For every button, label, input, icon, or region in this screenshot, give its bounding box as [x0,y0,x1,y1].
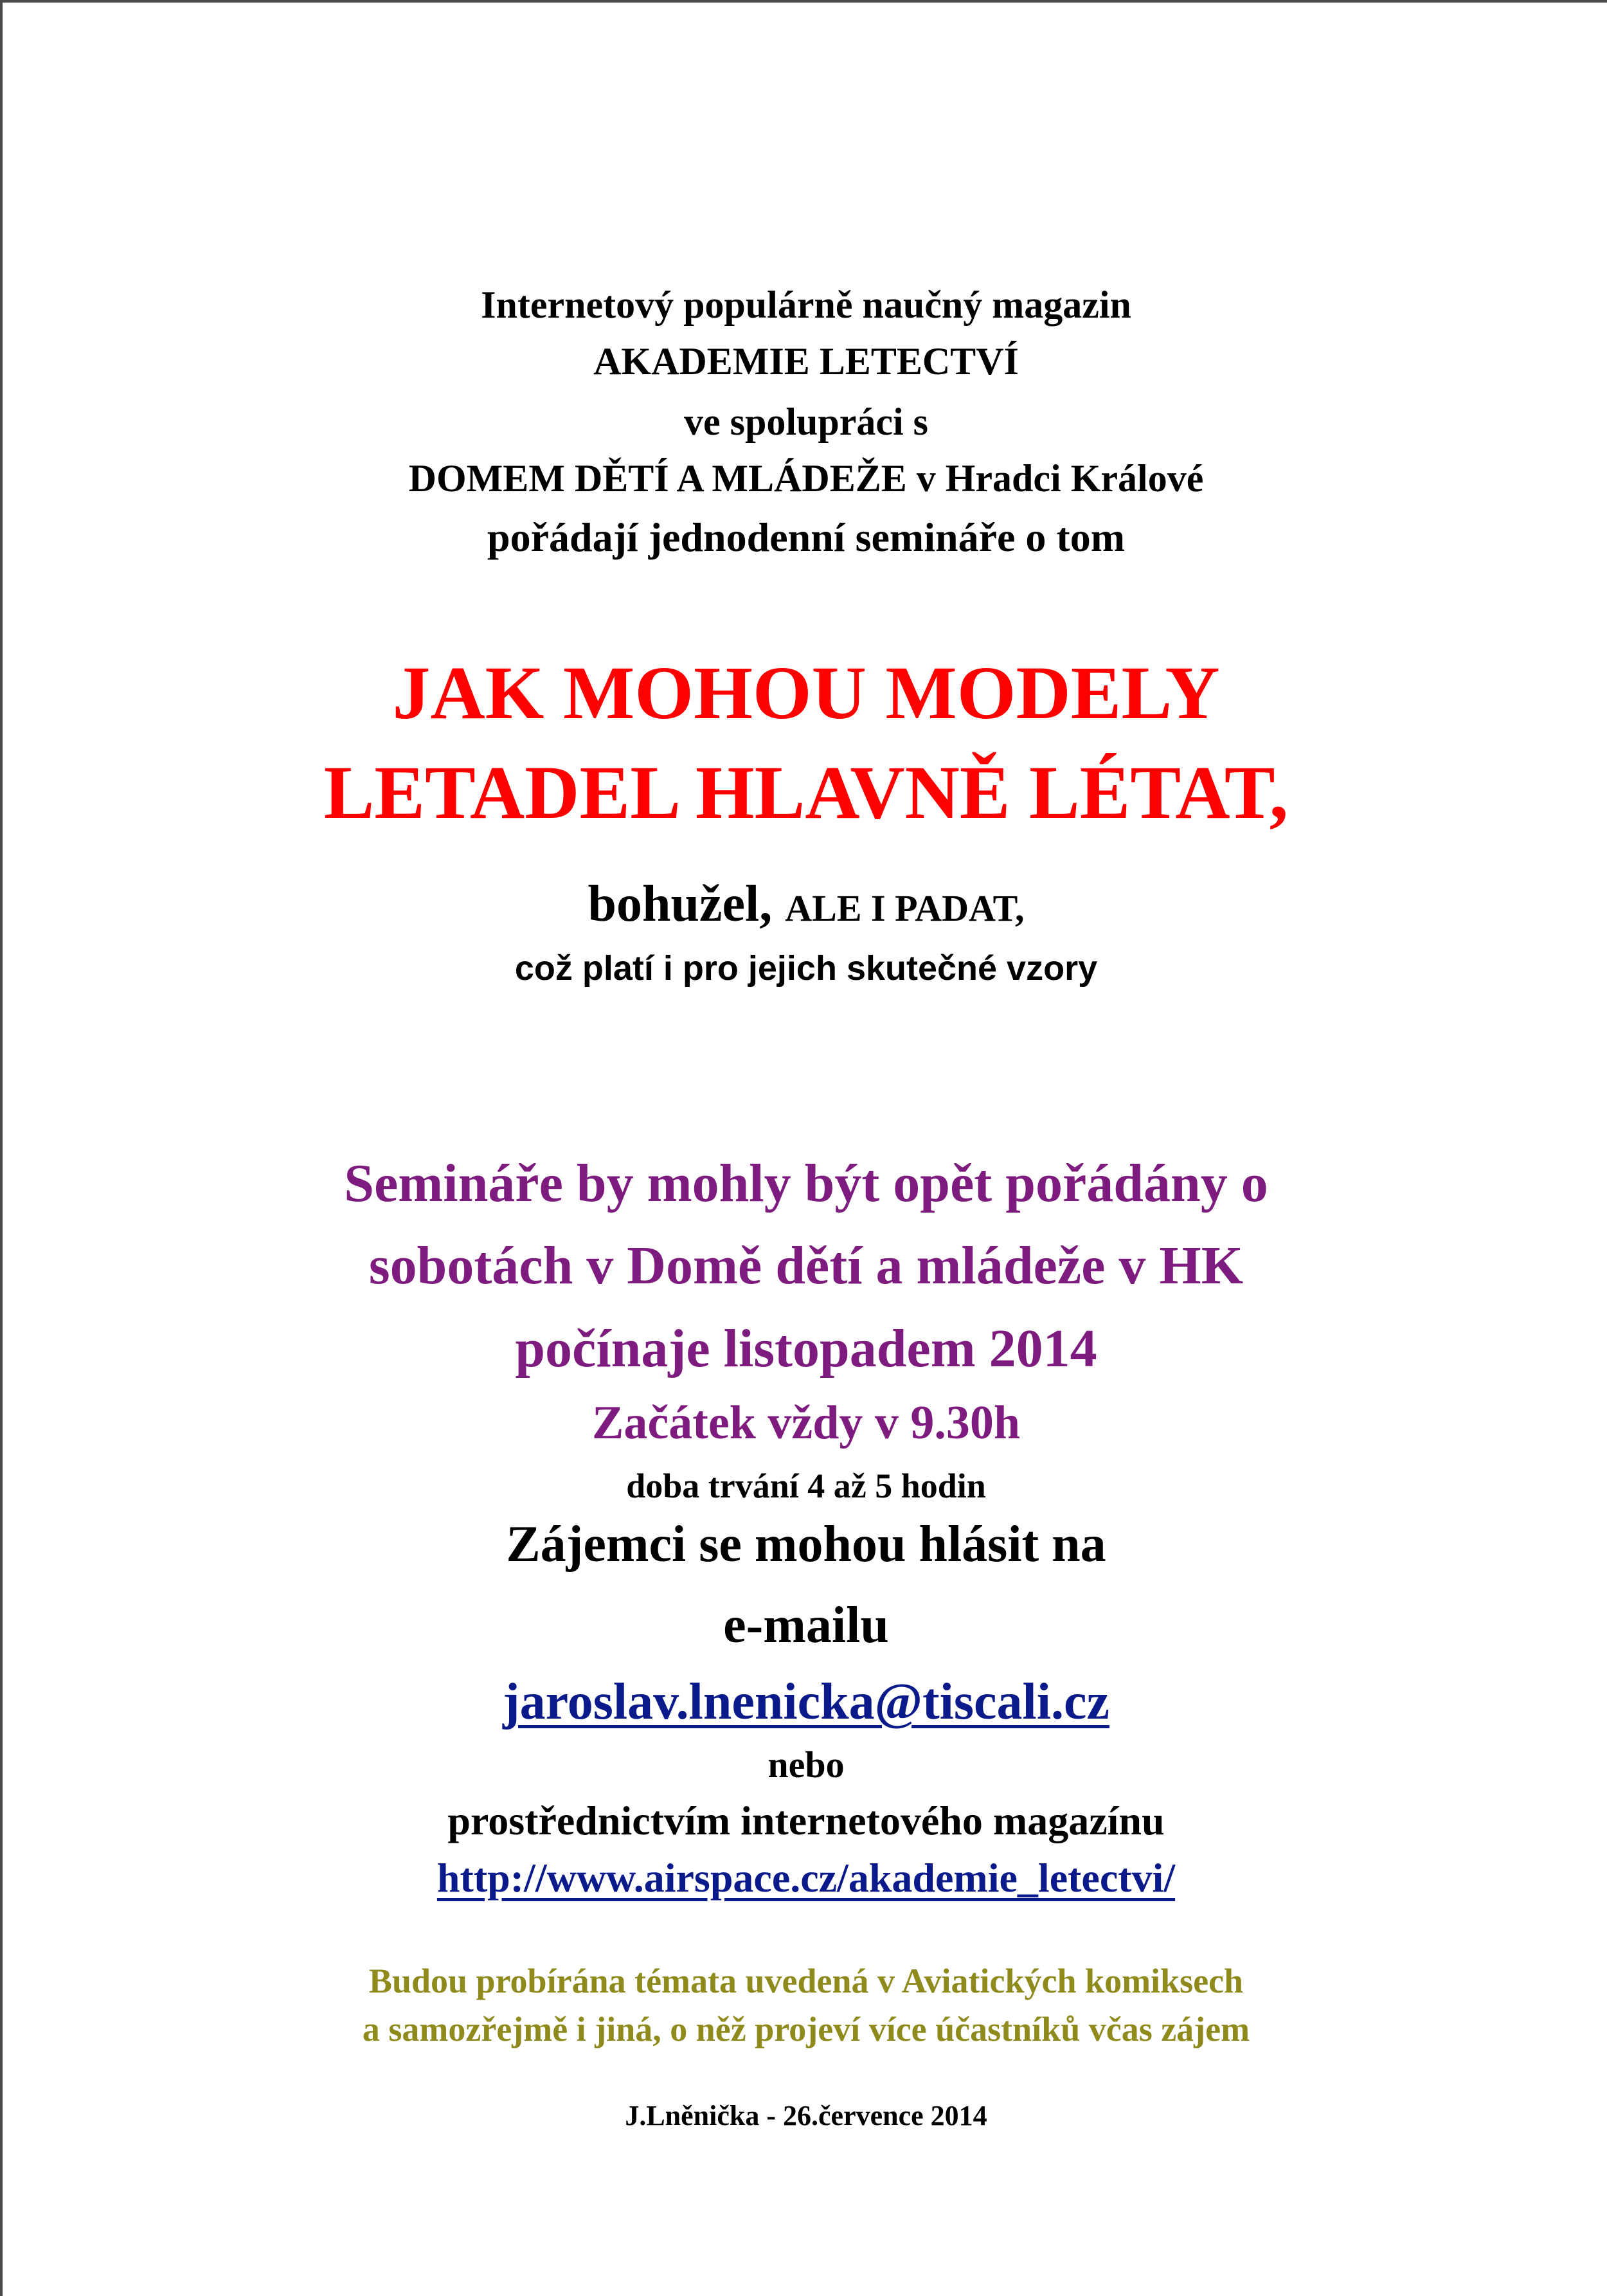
topics-line-2: a samozřejmě i jiná, o něž projeví více účastníků včas zájem [362,2010,1250,2048]
email-line [3,1676,1607,1728]
topics-line-1: Budou probírána témata uvedená v Aviatických komiksech [368,1962,1244,2000]
announce-line: pořádají jednodenní semináře o tom [487,514,1125,560]
subtitle-bohuzel: bohužel, [588,876,786,932]
via-magazine-line: prostřednictvím internetového magazínu [447,1798,1165,1843]
url-line [3,1855,1607,1901]
email-link[interactable]: jaroslav.lnenicka@tiscali.cz [503,1674,1109,1730]
subtitle-ale-padat: ALE I PADAT, [785,887,1025,929]
cooperation-line: ve spolupráci s [683,401,929,443]
or-line: nebo [768,1744,845,1785]
seminars-line-3: počínaje listopadem 2014 [515,1319,1097,1379]
organizer-city: v Hradci Králové [906,457,1204,500]
organizer-line [3,459,1607,498]
start-time: Začátek vždy v 9.30h [592,1397,1020,1449]
subtitle-note: což platí i pro jejich skutečné vzory [514,949,1098,988]
seminars-line-2: sobotách v Domě dětí a mládeže v HK [368,1236,1244,1296]
seminars-line-1: Semináře by mohly být opět pořádány o [344,1153,1268,1213]
title-line-2: LETADEL HLAVNĚ LÉTAT, [323,750,1289,835]
magazine-url-link[interactable]: http://www.airspace.cz/akademie_letectvi/ [436,1855,1176,1901]
signature-line: J.Lněnička - 26.července 2014 [625,2100,987,2131]
magazine-line: Internetový populárně naučný magazin [481,284,1131,326]
akademie-line: AKADEMIE LETECTVÍ [593,340,1019,383]
title-line-1: JAK MOHOU MODELY [392,651,1220,735]
organizer-name: DOMEM DĚTÍ A MLÁDEŽE [408,457,907,500]
signup-line: Zájemci se mohou hlásit na [506,1516,1106,1573]
subtitle-line [3,878,1607,930]
email-label: e-mailu [723,1597,889,1654]
duration-line: doba trvání 4 až 5 hodin [626,1467,986,1505]
